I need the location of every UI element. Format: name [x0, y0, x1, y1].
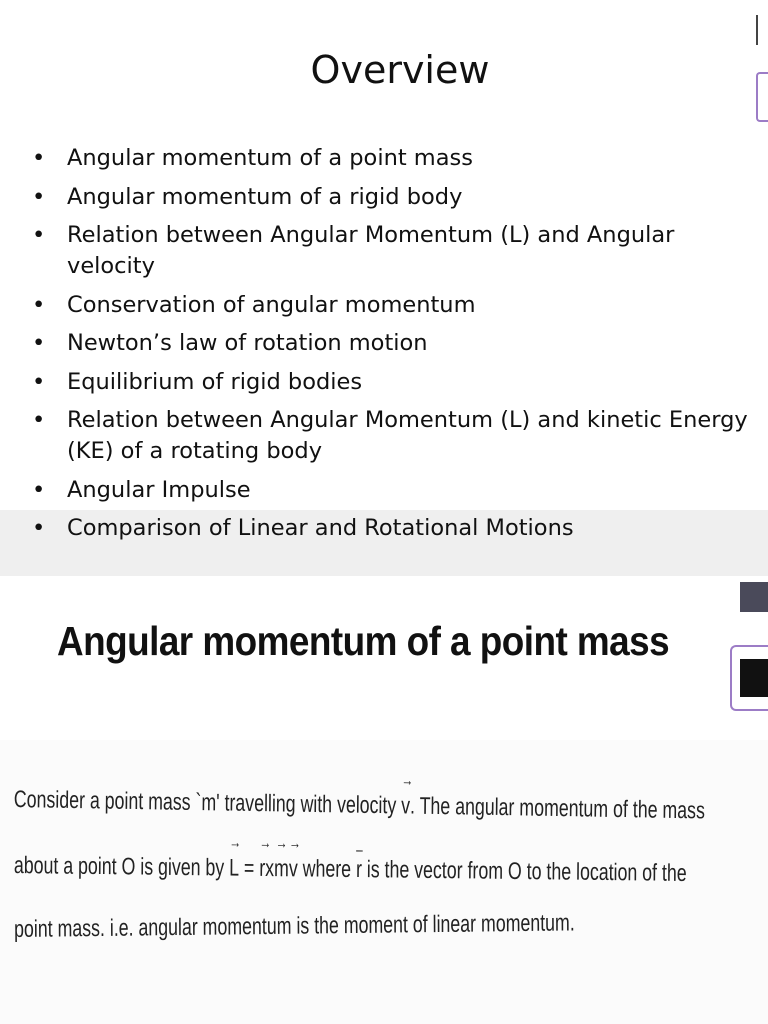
bullet-item: • Newton’s law of rotation motion [28, 328, 768, 359]
vector-r-bar: – r [355, 842, 363, 884]
bullet-item: • Comparison of Linear and Rotational Motions [28, 513, 768, 544]
scanned-line: about a point O is given by → L = → rx → m → v where – r is the vector from O to the location of the [13, 834, 687, 887]
thumbnail-image [740, 659, 768, 697]
bullet-item: • Relation between Angular Momentum (L) and Angular velocity [28, 220, 768, 282]
adjacent-thumbnail-edge[interactable] [756, 15, 768, 45]
bullet-item: • Equilibrium of rigid bodies [28, 367, 768, 398]
adjacent-thumbnail-edge[interactable] [756, 72, 768, 122]
scanned-line: point mass. i.e. angular momentum is the moment of linear momentum. [14, 909, 575, 943]
bullet-item: • Angular momentum of a point mass [28, 143, 768, 174]
vector-v: → v [401, 772, 414, 820]
slide-title: Angular momentum of a point mass [57, 618, 670, 664]
bullet-item: • Relation between Angular Momentum (L) and kinetic Energy (KE) of a rotating body [28, 405, 768, 467]
bullet-item: • Angular Impulse [28, 475, 768, 506]
scanned-line: Consider a point mass `m' travelling with velocity → v. The angular momentum of the mass [13, 772, 706, 825]
overview-bullet-list [28, 143, 768, 552]
vector-m: → m [273, 835, 289, 883]
bullet-item: • Angular momentum of a rigid body [28, 182, 768, 213]
adjacent-thumbnail-edge[interactable] [740, 582, 768, 612]
vector-r: → r [259, 834, 272, 882]
vector-L: → L [229, 834, 242, 882]
bullet-item: • Conservation of angular momentum [28, 290, 768, 321]
scanned-text-block [0, 740, 768, 1024]
vector-v: → v [288, 835, 301, 883]
adjacent-thumbnail-edge[interactable] [730, 645, 768, 711]
slide-title: Overview [310, 48, 490, 92]
